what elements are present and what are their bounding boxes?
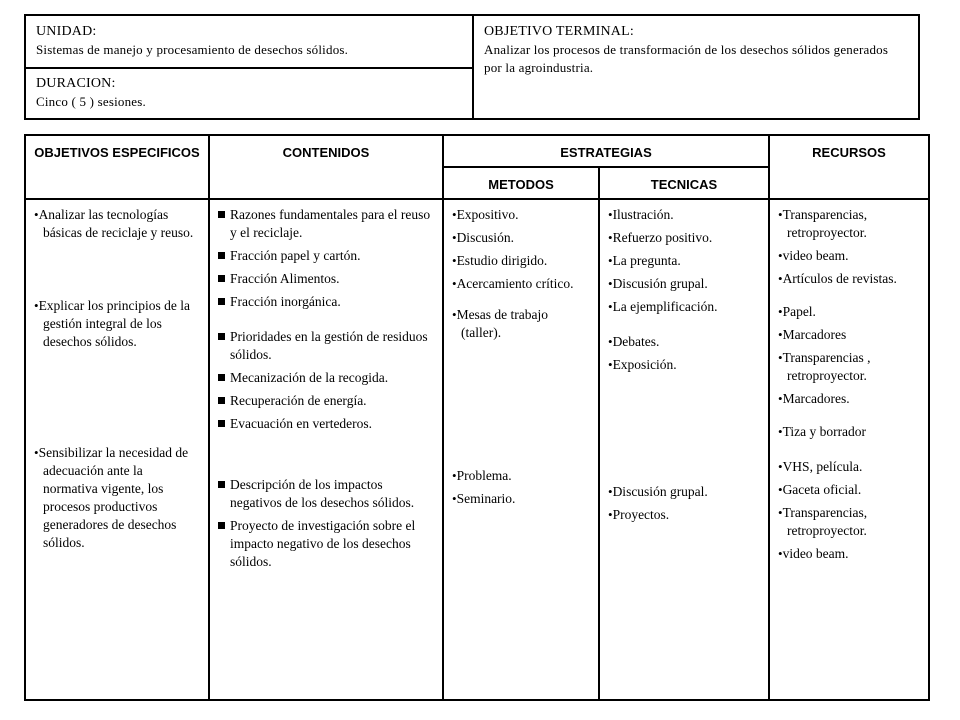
planning-table [24,134,930,701]
tecnica-item: •La pregunta. [608,253,681,268]
objetivo-item: •Analizar las tecnologías básicas de reciclaje y reuso. [34,207,194,240]
header-box [24,14,920,120]
recursos-cell [769,199,929,700]
contenido-item: Razones fundamentales para el reuso y el reciclaje. [218,206,434,242]
recurso-item: •Gaceta oficial. [778,482,862,497]
tecnica-item: •Ilustración. [608,207,674,222]
recurso-item: •VHS, película. [778,459,863,474]
unidad-cell [26,16,472,69]
contenido-item: Prioridades en la gestión de residuos sólidos. [218,328,434,364]
tecnicas-cell [599,199,769,700]
contenido-item: Descripción de los impactos negativos de los desechos sólidos. [218,476,434,512]
bullet-square-icon [218,481,225,488]
bullet-square-icon [218,252,225,259]
objetivos-cell [25,199,209,700]
recurso-item: •Papel. [778,304,816,319]
objetivo-item: •Sensibilizar la necesidad de adecuación ante la normativa vigente, los procesos productivos generadores de desechos sólidos. [34,445,189,550]
tecnica-item: •Discusión grupal. [608,276,708,291]
header-metodos: METODOS [443,167,599,199]
header-contenidos: CONTENIDOS [209,135,443,199]
bullet-square-icon [218,374,225,381]
header-objetivos: OBJETIVOS ESPECIFICOS [25,135,209,199]
tecnica-item: •Discusión grupal. [608,484,708,499]
contenido-item: Evacuación en vertederos. [218,415,434,433]
metodo-item: •Mesas de trabajo (taller). [452,307,549,340]
header-recursos: RECURSOS [769,135,929,199]
recurso-item: •Marcadores. [778,391,850,406]
objetivo-terminal-value: Analizar los procesos de transformación de los desechos sólidos generados por la agroindustria. [484,42,889,75]
contenido-item: Proyecto de investigación sobre el impacto negativo de los desechos sólidos. [218,517,434,571]
metodos-cell [443,199,599,700]
contenido-item: Fracción inorgánica. [218,293,434,311]
contenido-item: Mecanización de la recogida. [218,369,434,387]
recurso-item: •video beam. [778,248,849,263]
header-tecnicas: TECNICAS [599,167,769,199]
contenidos-cell [209,199,443,700]
recurso-item: •Transparencias, retroproyector. [778,505,868,538]
bullet-square-icon [218,397,225,404]
tecnica-item: •La ejemplificación. [608,299,718,314]
bullet-square-icon [218,333,225,340]
duracion-value: Cinco ( 5 ) sesiones. [36,94,146,109]
objetivo-item: •Explicar los principios de la gestión integral de los desechos sólidos. [34,298,191,349]
objetivo-terminal-cell [474,16,918,118]
tecnica-item: •Debates. [608,334,660,349]
recurso-item: •Transparencias, retroproyector. [778,207,868,240]
recurso-item: •Artículos de revistas. [778,271,897,286]
metodo-item: •Expositivo. [452,207,519,222]
bullet-square-icon [218,420,225,427]
unidad-value: Sistemas de manejo y procesamiento de desechos sólidos. [36,42,349,57]
recurso-item: •Tiza y borrador [778,424,867,439]
metodo-item: •Problema. [452,468,512,483]
header-left-column [26,16,474,118]
bullet-square-icon [218,211,225,218]
objetivo-terminal-label: OBJETIVO TERMINAL: [484,24,634,39]
tecnica-item: •Proyectos. [608,507,670,522]
contenido-item: Fracción papel y cartón. [218,247,434,265]
bullet-square-icon [218,298,225,305]
bullet-square-icon [218,275,225,282]
contenido-item: Recuperación de energía. [218,392,434,410]
recurso-item: •Marcadores [778,327,847,342]
unidad-label: UNIDAD: [36,24,97,39]
contenido-item: Fracción Alimentos. [218,270,434,288]
tecnica-item: •Refuerzo positivo. [608,230,713,245]
duracion-cell [26,69,472,118]
header-estrategias: ESTRATEGIAS [443,135,769,167]
metodo-item: •Seminario. [452,491,516,506]
duracion-label: DURACION: [36,76,116,91]
recurso-item: •video beam. [778,546,849,561]
metodo-item: •Estudio dirigido. [452,253,548,268]
recurso-item: •Transparencias , retroproyector. [778,350,871,383]
bullet-square-icon [218,522,225,529]
metodo-item: •Discusión. [452,230,514,245]
metodo-item: •Acercamiento crítico. [452,276,574,291]
tecnica-item: •Exposición. [608,357,677,372]
